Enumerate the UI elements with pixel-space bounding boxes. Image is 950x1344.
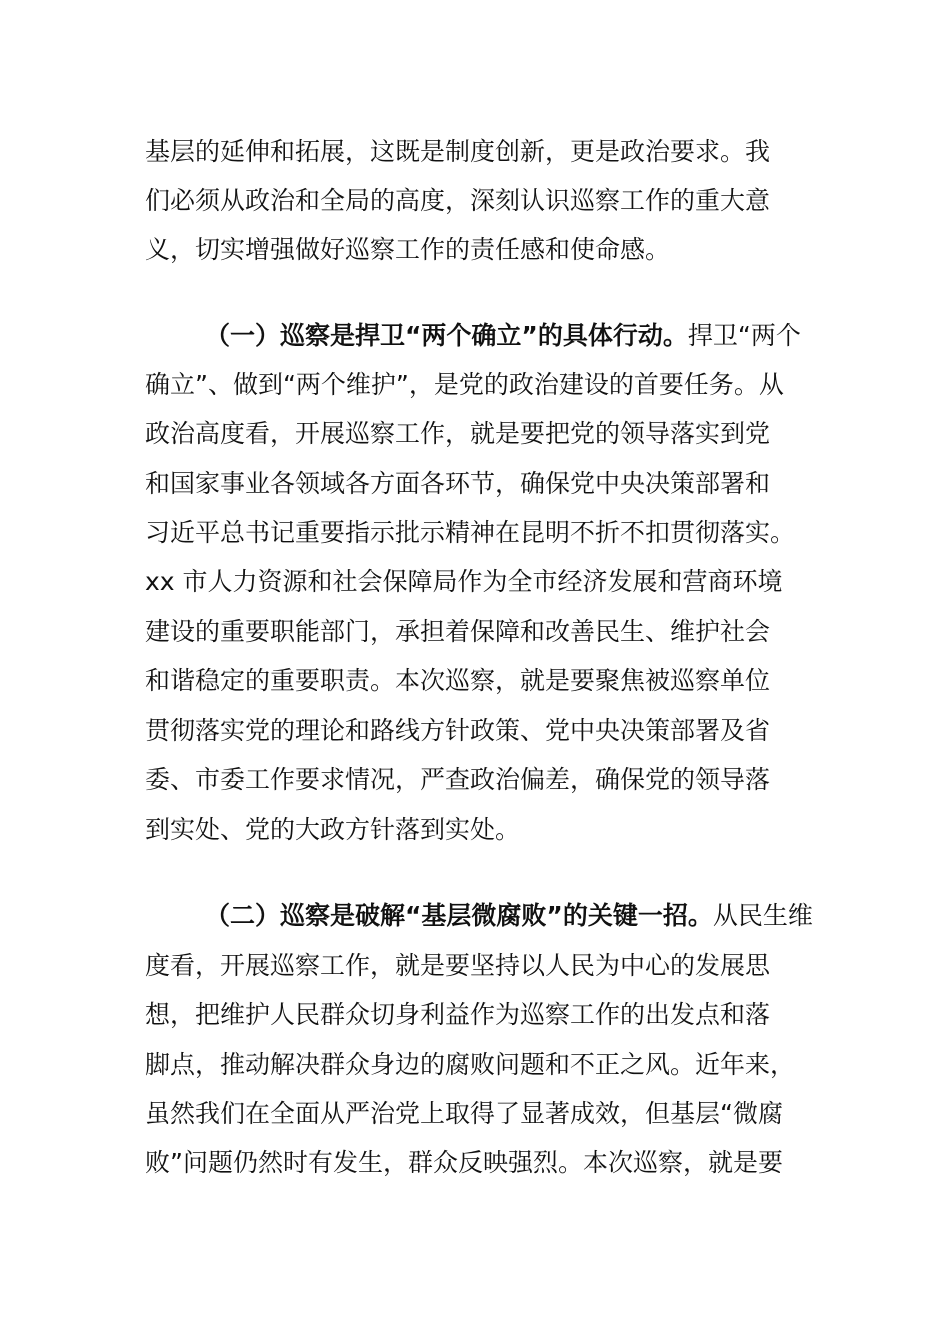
section-text: 从民生维 [712,901,813,930]
paragraph-line: 委、市委工作要求情况，严查政治偏差，确保党的领导落 [145,765,771,794]
paragraph-line: 贯彻落实党的理论和路线方针政策、党中央决策部署及省 [145,716,771,745]
paragraph-line: 败”问题仍然时有发生，群众反映强烈。本次巡察，就是要 [145,1148,783,1177]
paragraph-line: xx 市人力资源和社会保障局作为全市经济发展和营商环境 [145,567,783,596]
paragraph-line: 和谐稳定的重要职责。本次巡察，就是要聚焦被巡察单位 [145,666,771,695]
section-text: 捍卫“两个 [687,321,801,350]
paragraph-line: 和国家事业各领域各方面各环节，确保党中央决策部署和 [145,469,771,498]
paragraph-line: 义，切实增强做好巡察工作的责任感和使命感。 [145,235,671,264]
paragraph-line: 脚点，推动解决群众身边的腐败问题和不正之风。近年来， [145,1050,796,1079]
paragraph-line: 们必须从政治和全局的高度，深刻认识巡察工作的重大意 [145,186,771,215]
paragraph-line: 基层的延伸和拓展，这既是制度创新，更是政治要求。我 [145,137,771,166]
paragraph-line: 度看，开展巡察工作，就是要坚持以人民为中心的发展思 [145,951,771,980]
section-heading-line [205,321,801,351]
paragraph-line: 习近平总书记重要指示批示精神在昆明不折不扣贯彻落实。 [145,518,796,547]
paragraph-line: 确立”、做到“两个维护”，是党的政治建设的首要任务。从 [145,370,784,399]
paragraph-line: 到实处、党的大政方针落到实处。 [145,815,521,844]
paragraph-line: 政治高度看，开展巡察工作，就是要把党的领导落实到党 [145,419,771,448]
section-heading: （二）巡察是破解“基层微腐败”的关键一招。 [205,901,713,930]
paragraph-line: 建设的重要职能部门，承担着保障和改善民生、维护社会 [145,617,771,646]
section-heading: （一）巡察是捍卫“两个确立”的具体行动。 [205,321,688,350]
paragraph-line: 想，把维护人民群众切身利益作为巡察工作的出发点和落 [145,1000,771,1029]
section-heading-line [205,901,813,931]
paragraph-line: 虽然我们在全面从严治党上取得了显著成效，但基层“微腐 [145,1099,783,1128]
